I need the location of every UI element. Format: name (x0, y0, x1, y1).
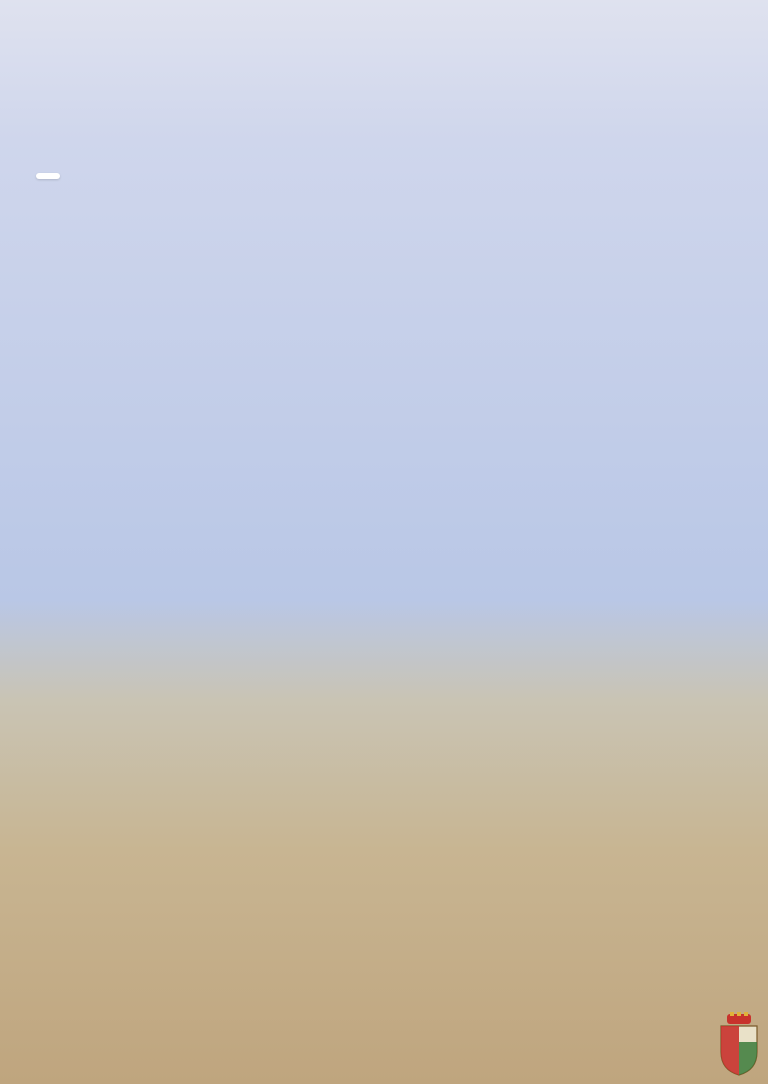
coat-of-arms-icon (718, 1012, 760, 1076)
day-section-12-13-y-14-de-septiembre (44, 170, 374, 189)
fireworks-right-icon (598, 0, 768, 150)
left-column (44, 170, 374, 195)
fireworks-left-icon (0, 0, 130, 120)
day-header (36, 173, 60, 179)
